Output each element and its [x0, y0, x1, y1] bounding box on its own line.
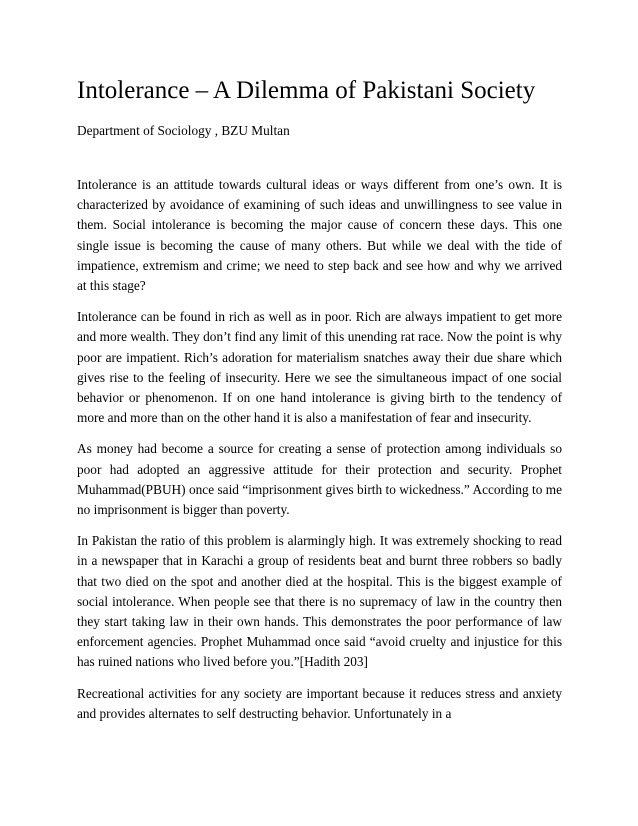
paragraph-intro: Intolerance is an attitude towards cultural ideas or ways different from one’s own. It is characterized by avoidance of examining of such ideas and unwillingness to see value in them. Social intolerance is becoming the major cause of concern these days. This one single issue is becoming the cause of many others. But while we deal with the tide of impatience, extremism and crime; we need to step back and see how and why we arrived at this stage?	[77, 177, 562, 294]
paragraph-pakistan: In Pakistan the ratio of this problem is alarmingly high. It was extremely shocking to read in a newspaper that in Karachi a group of residents beat and burnt three robbers so badly that two died on the spot and another died at the hospital. This is the biggest example of social intolerance. When people see that there is no supremacy of law in the country then they start taking law in their own hands. This demonstrates the poor performance of law enforcement agencies. Prophet Muhammad once said “avoid cruelty and injustice for this has ruined nations who lived before you.”[Hadith 203]	[77, 533, 562, 670]
department-subtitle: Department of Sociology , BZU Multan	[77, 123, 290, 138]
paragraph-rich-poor: Intolerance can be found in rich as well as in poor. Rich are always impatient to get more and more wealth. They don’t find any limit of this unending rat race. Now the point is why poor are impatient. Rich’s adoration for materialism snatches away their due share which gives rise to the feeling of insecurity. Here we see the simultaneous impact of one social behavior or phenomenon. If on one hand intolerance is giving birth to the tendency of more and more than on the other hand it is also a manifestation of fear and insecurity.	[77, 309, 562, 426]
body-text	[77, 175, 562, 735]
page-title: Intolerance – A Dilemma of Pakistani Society	[77, 77, 536, 104]
paragraph-recreation: Recreational activities for any society are important because it reduces stress and anxiety and provides alternates to self destructing behavior. Unfortunately in a	[77, 685, 562, 721]
paragraph-money: As money had become a source for creating a sense of protection among individuals so poor had adopted an aggressive attitude for their protection and security. Prophet Muhammad(PBUH) once said “imprisonment gives birth to wickedness.” According to me no imprisonment is bigger than poverty.	[77, 441, 562, 518]
